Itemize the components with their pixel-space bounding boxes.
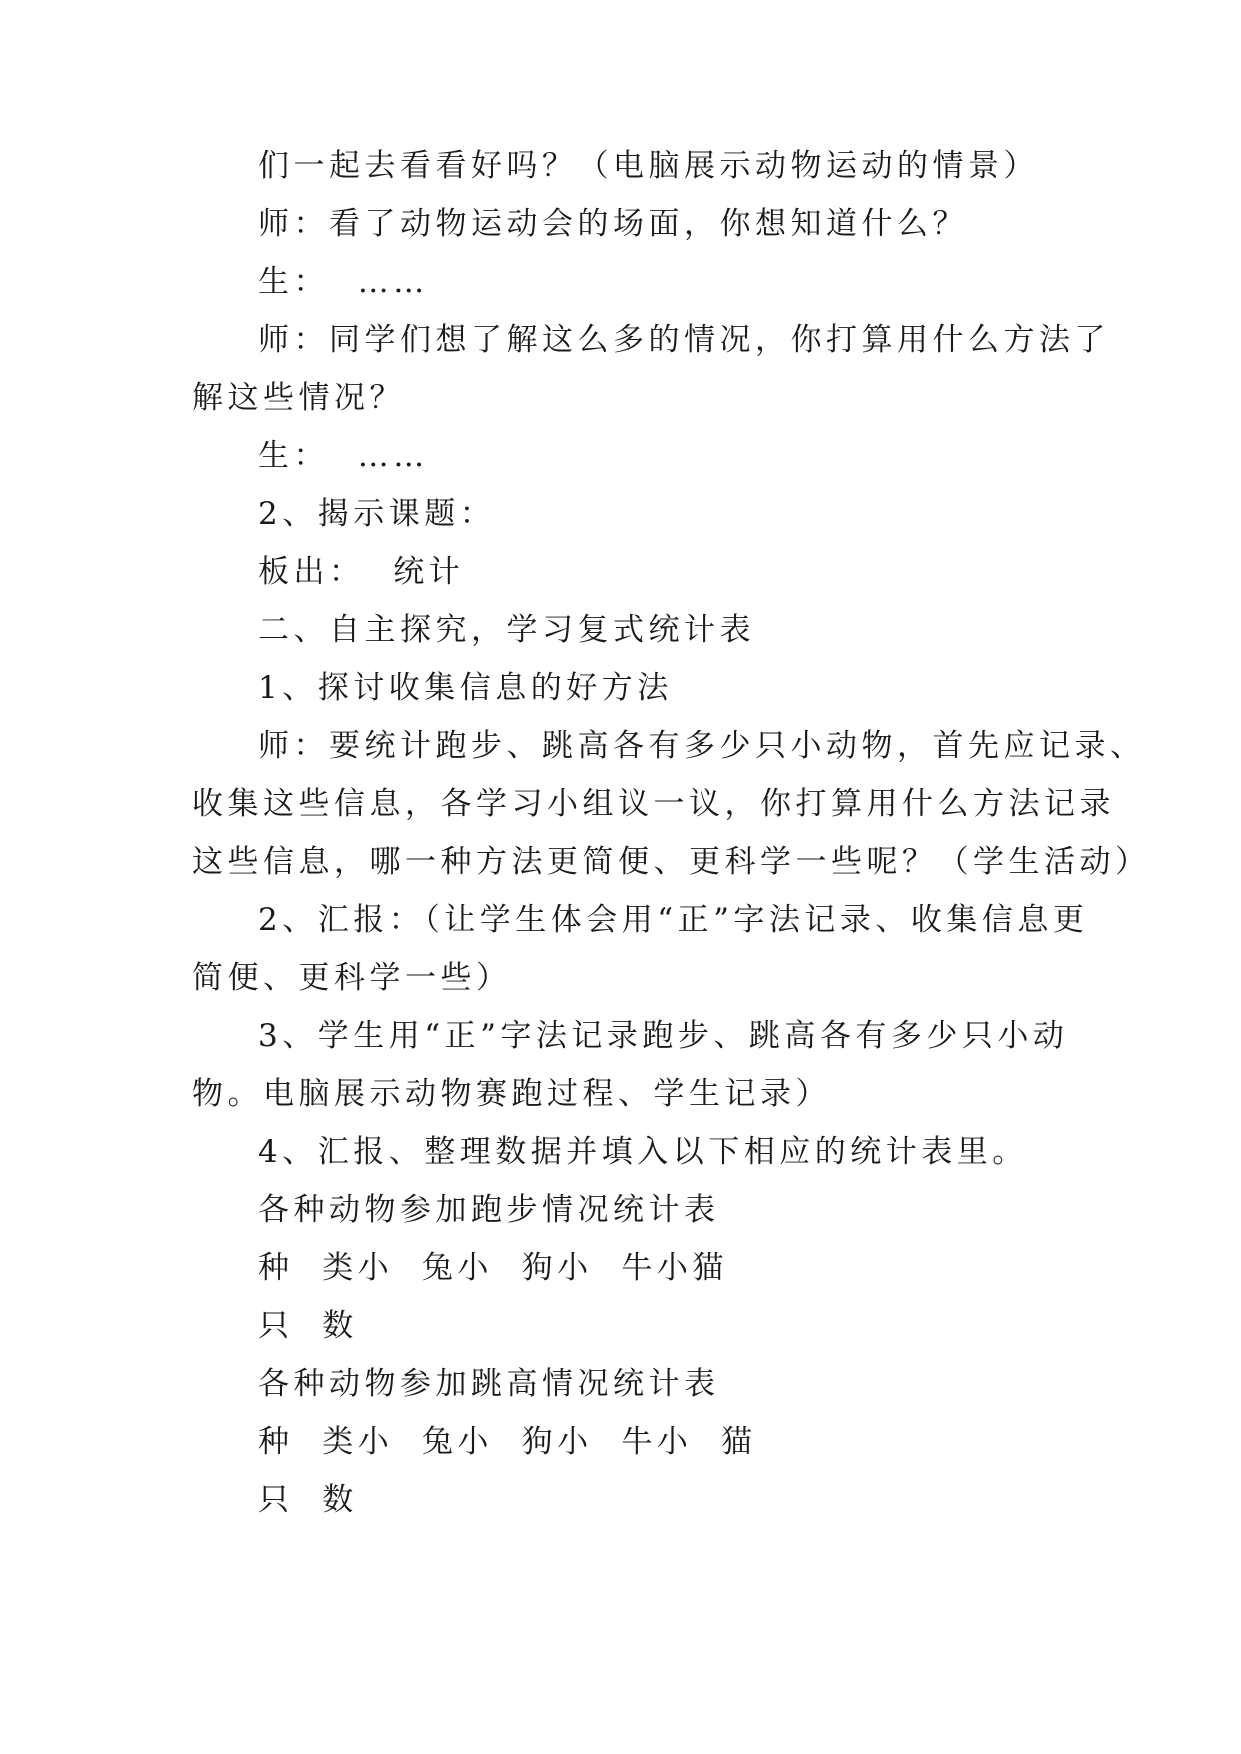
text-line: 解这些情况？ [192,380,405,416]
text-line: 师：看了动物运动会的场面，你想知道什么？ [258,206,968,242]
table-title: 各种动物参加跑步情况统计表 [258,1192,720,1228]
text-line: 师：同学们想了解这么多的情况，你打算用什么方法了 [258,322,1110,358]
table-row: 只 数 [258,1308,358,1344]
text-line: 1、探讨收集信息的好方法 [258,670,673,706]
table-header-row: 种 类小 兔小 狗小 牛小 猫 [258,1424,757,1460]
section-heading: 二、自主探究，学习复式统计表 [258,612,755,648]
table-header-row: 种 类小 兔小 狗小 牛小猫 [258,1250,728,1286]
text-line: 收集这些信息，各学习小组议一议，你打算用什么方法记录 [192,786,1115,822]
text-line: 生： …… [258,438,429,474]
text-line: 简便、更科学一些） [192,960,512,996]
text-line: 们一起去看看好吗？（电脑展示动物运动的情景） [258,148,1039,184]
text-line: 4、汇报、整理数据并填入以下相应的统计表里。 [258,1134,1028,1170]
text-line: 2、揭示课题： [258,496,496,532]
text-line: 生： …… [258,264,429,300]
table-row: 只 数 [258,1482,358,1518]
text-line: 板出： 统计 [258,554,465,590]
text-line: 师：要统计跑步、跳高各有多少只小动物，首先应记录、 [258,728,1146,764]
text-line: 3、学生用“正”字法记录跑步、跳高各有多少只小动 [258,1018,1069,1054]
text-line: 这些信息，哪一种方法更简便、更科学一些呢？（学生活动） [192,844,1151,880]
text-line: 2、汇报：（让学生体会用“正”字法记录、收集信息更 [258,902,1089,938]
table-title: 各种动物参加跳高情况统计表 [258,1366,720,1402]
text-line: 物。电脑展示动物赛跑过程、学生记录） [192,1076,831,1112]
